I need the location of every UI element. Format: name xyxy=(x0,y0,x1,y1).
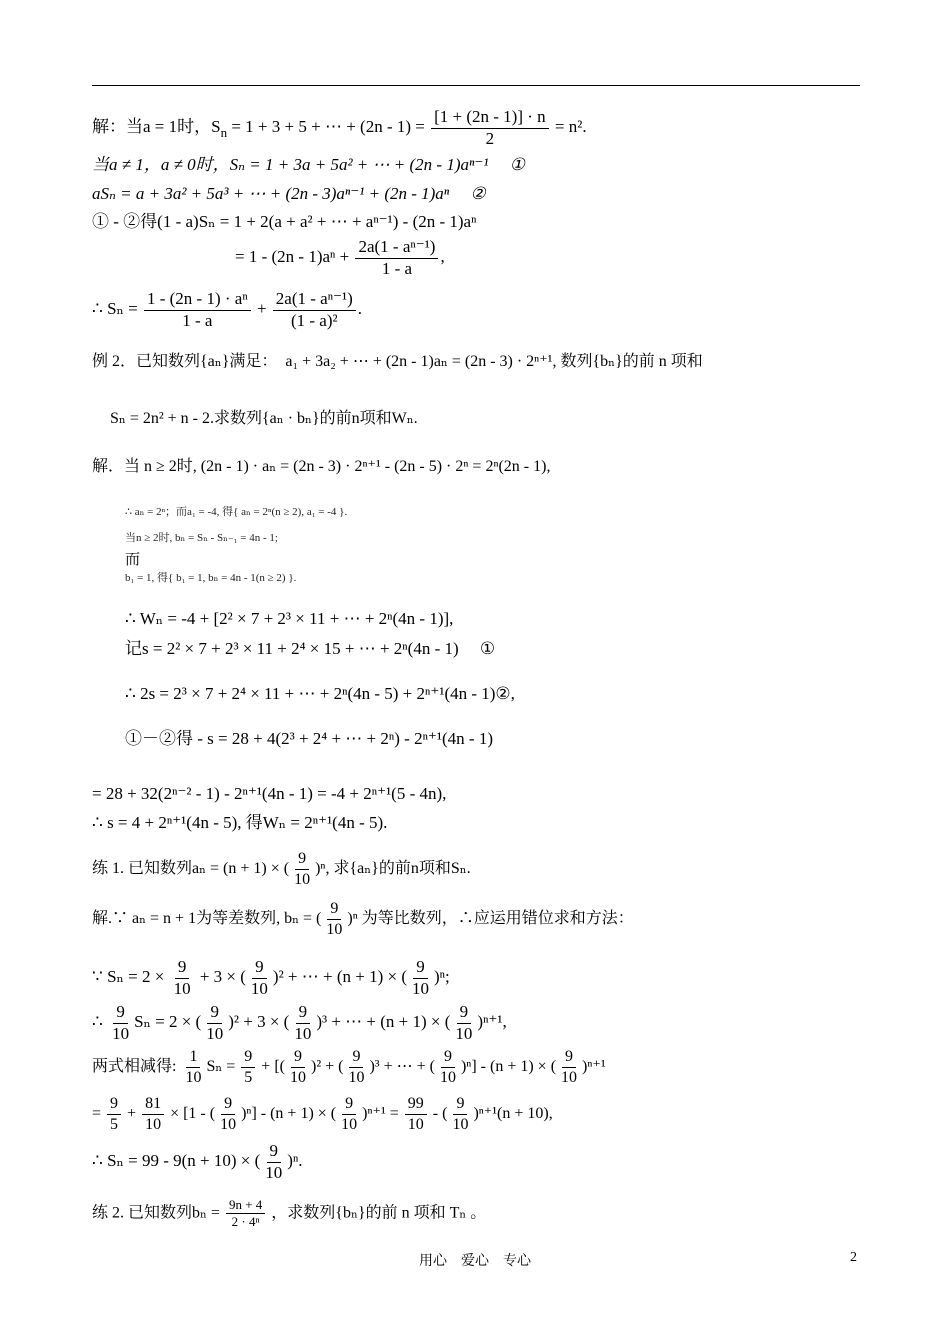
sum-line-1 xyxy=(92,958,450,998)
text: 例 2．已知数列{aₙ}满足： xyxy=(92,353,270,370)
solution-line-1: 解：当a = 1时，$S_n = 1 + 3 + 5$ + ⋯ + (2n - 1) = $\frac{[1 + (2n - 1)] \cdot n}{2}$ = n². xyxy=(92,107,587,148)
text: + [( xyxy=(257,1057,285,1075)
text: )ⁿ⁺¹ xyxy=(582,1057,606,1075)
text: )² + ( xyxy=(310,1057,344,1075)
fraction: $\frac{9}{10}$ xyxy=(439,1048,456,1086)
fraction: $\frac{9}{10}$ xyxy=(294,1002,312,1043)
text: )ⁿ. xyxy=(287,1151,303,1171)
solution-line-4: ① - ②得(1 - a)Sₙ = 1 + 2(a + a² + ⋯ + aⁿ⁻¹) - (2n - 1)aⁿ xyxy=(92,212,477,231)
text: = 1 - (2n - 1)aⁿ + xyxy=(235,247,354,267)
fraction: $\frac{\text{2a(1 - aⁿ⁻¹)}}{1 - a}$ xyxy=(355,238,438,278)
sum-line-3 xyxy=(92,1048,606,1086)
small-line-3 xyxy=(125,552,296,585)
text: b₁ = 1, 得{ b₁ = 1, bₙ = 4n - 1(n ≥ 2) }. xyxy=(125,571,297,584)
solution-line-6 xyxy=(92,290,362,330)
text: )ⁿ] - (n + 1) × ( xyxy=(241,1104,337,1122)
fraction: $\frac{\text{1 - (2n - 1) · aⁿ}}{1 - a}$ xyxy=(144,290,251,330)
text: )³ + ⋯ + ( xyxy=(369,1057,435,1075)
fraction: $\frac{9}{10}$ xyxy=(341,1095,358,1133)
text: ∵ Sₙ = 2 × xyxy=(92,967,169,987)
header-rule xyxy=(92,85,860,86)
text: )ⁿ; xyxy=(434,967,450,987)
practice-1-solution xyxy=(92,900,634,938)
text: )ⁿ 为等比数列，∴应运用错位求和方法： xyxy=(347,909,634,927)
fraction: $\frac{9}{5}$ xyxy=(107,1095,121,1133)
text: . xyxy=(357,299,363,319)
fraction: $\frac{9}{10}$ xyxy=(452,1095,469,1133)
text: )ⁿ, 求{aₙ}的前n项和Sₙ. xyxy=(315,859,471,877)
text: )ⁿ⁺¹ = xyxy=(362,1104,403,1122)
w-line-5: = 28 + 32(2ⁿ⁻² - 1) - 2ⁿ⁺¹(4n - 1) = -4 + 2ⁿ⁺¹(5 - 4n), xyxy=(92,784,447,803)
fraction: $\frac{\text{2a(1 - aⁿ⁻¹)}}{\text{(1 - a)²}}$ xyxy=(273,290,356,330)
text: ∴ xyxy=(92,1012,108,1032)
text: + 3 × ( xyxy=(195,967,246,987)
fraction: $\frac{9}{10}$ xyxy=(220,1095,237,1133)
fraction: $\frac{9}{10}$ xyxy=(265,1141,283,1182)
fraction: $\frac{9}{10}$ xyxy=(348,1048,365,1086)
fraction: $\frac{9}{10}$ xyxy=(326,900,343,938)
text: )ⁿ] - (n + 1) × ( xyxy=(460,1057,557,1075)
text: ∴ Sₙ = xyxy=(92,299,142,319)
w-line-3: ∴ 2s = 2³ × 7 + 2⁴ × 11 + ⋯ + 2ⁿ(4n - 5) + 2ⁿ⁺¹(4n - 1)②, xyxy=(125,684,515,703)
text: = 1 + 3 + 5 + ⋯ + (2n - 1) = xyxy=(227,117,430,137)
small-line-2: 当n ≥ 2时, bₙ = Sₙ - Sₙ₋₁ = 4n - 1; xyxy=(125,532,278,544)
fraction: $\frac{9}{10}$ xyxy=(412,957,429,998)
w-line-1: ∴ Wₙ = -4 + [2² × 7 + 2³ × 11 + ⋯ + 2ⁿ(4n - 1)], xyxy=(125,609,454,628)
practice-2 xyxy=(92,1198,486,1230)
fraction: $\frac{[1 + (2n - 1)] \cdot n}{2}$ xyxy=(431,108,549,148)
w-line-2: 记s = 2² × 7 + 2³ × 11 + 2⁴ × 15 + ⋯ + 2ⁿ(4n - 1) ① xyxy=(125,639,496,658)
fraction: $\frac{1}{10}$ xyxy=(185,1048,202,1086)
text: 两式相减得: xyxy=(92,1057,181,1075)
text: )ⁿ⁺¹(n + 10), xyxy=(473,1104,553,1122)
sum-line-5 xyxy=(92,1142,303,1182)
fraction: $\frac{9}{5}$ xyxy=(241,1048,255,1086)
text: Sₙ = 2 × ( xyxy=(134,1012,202,1032)
fraction: $\frac{9}{10}$ xyxy=(206,1002,224,1043)
text: × [1 - ( xyxy=(166,1104,216,1122)
text: ∴ Sₙ = 99 - 9(n + 10) × ( xyxy=(92,1151,261,1171)
example-2-line-2: Sₙ = 2n² + n - 2.求数列{aₙ · bₙ}的前n项和Wₙ. xyxy=(110,410,418,427)
page-number: 2 xyxy=(850,1250,857,1265)
text: )ⁿ⁺¹, xyxy=(477,1012,507,1032)
text: - ( xyxy=(428,1104,448,1122)
fraction: $\frac{81}{10}$ xyxy=(142,1095,164,1133)
fraction: $\frac{9}{10}$ xyxy=(250,957,268,998)
text: + xyxy=(123,1104,141,1122)
example-2-line-1 xyxy=(92,353,703,371)
fraction: $\frac{9}{10}$ xyxy=(294,850,311,888)
sum-line-2 xyxy=(92,1003,507,1043)
w-line-6: ∴ s = 4 + 2ⁿ⁺¹(4n - 5), 得Wₙ = 2ⁿ⁺¹(4n - 5). xyxy=(92,813,388,832)
fraction: $\frac{9}{10}$ xyxy=(455,1002,473,1043)
text: 练 1. 已知数列aₙ = (n + 1) × ( xyxy=(92,859,290,877)
text: a₁ + 3a₂ + ⋯ + (2n - 1)aₙ = (2n - 3) · 2ⁿ⁺¹, 数列{bₙ}的前 n 项和 xyxy=(285,353,703,370)
text: , xyxy=(440,247,445,267)
example-2-solution-1: 解．当 n ≥ 2时, (2n - 1) · aₙ = (2n - 3) · 2ⁿ⁺¹ - (2n - 5) · 2ⁿ = 2ⁿ(2n - 1), xyxy=(92,458,551,475)
fraction: $\frac{9n + 4}{\text{2 · 4ⁿ}}$ xyxy=(226,1198,265,1230)
text: ，求数列{bₙ}的前 n 项和 Tₙ 。 xyxy=(267,1204,487,1222)
small-line-1: ∴ aₙ = 2ⁿ；而a₁ = -4, 得{ aₙ = 2ⁿ(n ≥ 2), a₁ = -4 }. xyxy=(125,506,348,518)
solution-line-2: 当a ≠ 1，a ≠ 0时，Sₙ = 1 + 3a + 5a² + ⋯ + (2n - 1)aⁿ⁻¹ ① xyxy=(92,155,525,174)
fraction: $\frac{9}{10}$ xyxy=(173,957,191,998)
practice-1 xyxy=(92,850,471,888)
text: 练 2. 已知数列bₙ = xyxy=(92,1204,224,1222)
fraction: $\frac{9}{10}$ xyxy=(289,1048,306,1086)
fraction: $\frac{9}{10}$ xyxy=(561,1048,578,1086)
text: 解：当a = 1时，S xyxy=(92,117,221,137)
solution-line-5 xyxy=(235,238,445,278)
text: 解.∵ aₙ = n + 1为等差数列, bₙ = ( xyxy=(92,909,322,927)
text: = xyxy=(92,1104,106,1122)
fraction: $\frac{99}{10}$ xyxy=(405,1095,427,1133)
sum-line-4 xyxy=(92,1095,553,1133)
text: Sₙ = xyxy=(206,1057,240,1075)
text: )² + 3 × ( xyxy=(228,1012,290,1032)
text: + xyxy=(256,299,271,319)
solution-line-3: aSₙ = a + 3a² + 5a³ + ⋯ + (2n - 3)aⁿ⁻¹ + (2n - 1)aⁿ ② xyxy=(92,184,486,203)
footer-motto: 用心 爱心 专心 xyxy=(419,1254,531,1269)
text: )³ + ⋯ + (n + 1) × ( xyxy=(316,1012,451,1032)
fraction: $\frac{9}{10}$ xyxy=(112,1002,130,1043)
text: )² + ⋯ + (n + 1) × ( xyxy=(272,967,407,987)
text: 而 xyxy=(125,552,141,568)
w-line-4: ①－②得 - s = 28 + 4(2³ + 2⁴ + ⋯ + 2ⁿ) - 2ⁿ⁺¹(4n - 1) xyxy=(125,729,493,748)
text: = n². xyxy=(550,117,587,137)
